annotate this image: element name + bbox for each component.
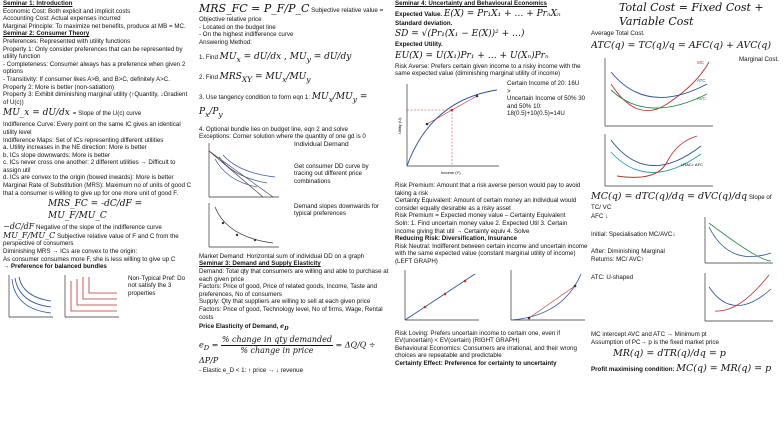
market-demand: Market Demand: Horizontal sum of individual DD on a graph	[199, 252, 365, 260]
dd-slope-note: Demand slopes downwards for typical preferences	[294, 202, 379, 218]
mc-note: Slope of TC/ VC	[591, 193, 772, 211]
risk-example	[507, 80, 587, 118]
avc-curve-label: AVC	[697, 95, 706, 101]
cost-curve-graph-1-block	[591, 54, 781, 132]
total-cost-equation: Total Cost = Fixed Cost + Variable Cost	[619, 1, 764, 28]
sd-row	[395, 20, 588, 28]
completeness-line: - Completeness: Consumer always has a preference when given 2 options	[3, 60, 186, 76]
muf-muc: MU_F/MU_C	[3, 230, 56, 240]
step-1-equation: $MU_x = dU/dx$ , $MU_y = dU/dy$	[219, 52, 352, 65]
mrs-price-note: Subjective relative value = Objective relative price	[199, 7, 384, 23]
ic-definition: Indifference Curve: Every point on the same IC gives an identical utility level	[3, 121, 181, 136]
risk-loving-graph	[503, 268, 587, 328]
mc-curve-label: MC	[697, 59, 704, 65]
risk-neutral-graph	[397, 268, 481, 328]
profit-max-label: Profit maximising condition:	[591, 366, 675, 374]
seminar-1-heading: Seminar 1: Introduction	[3, 0, 73, 7]
mu-equation-text: MU_x = dU/dx	[3, 108, 70, 119]
eu-equation: EU(X) = U(X₁)Pr₁ + … + U(Xₙ)Prₙ	[395, 50, 549, 61]
marginal-cost-label: Marginal Cost.	[739, 55, 779, 63]
ic-prop-b: b. ICs slope downwards: More is better	[3, 151, 110, 159]
behavioural-econ: Behavioural Economics: Consumers are irrational, and their wrong choices are repeatable and predictable	[395, 344, 577, 360]
individual-demand-block	[199, 141, 390, 253]
ic-prop-c: c. ICs never cross one another: 2 different utilities → Difficult to assign util	[3, 159, 176, 174]
example-greater: >	[507, 87, 511, 95]
ic-maps: Indifference Maps: Set of ICs representing different utilities	[3, 136, 164, 144]
seminar-2-heading: Seminar 2: Consumer Theory	[3, 30, 90, 38]
answering-method: Answering Method:	[199, 38, 252, 46]
risk-averse-utility-graph	[397, 80, 503, 178]
after-note: After: Diminishing Marginal Returns: MC/ AVC↑	[591, 248, 665, 263]
reducing-risk: Reducing Risk: Diversification, Insurance	[395, 235, 518, 243]
seminar-3-heading: Seminar 3: Demand and Supply Elasticity	[199, 260, 321, 268]
non-typical-preferences-graph	[61, 273, 123, 319]
cost-curves-graph-1	[597, 54, 717, 132]
step-2-label: 2. Find	[199, 74, 218, 82]
balanced-bundles: → Preference for balanced bundles	[3, 263, 107, 271]
ped-label: Price Elasticity of Demand,	[199, 323, 279, 331]
ped-symbol: $e_D$	[280, 323, 289, 333]
transitivity-line: - Transitivity: If consumer likes A>B, and B>C, definitely A>C.	[3, 75, 170, 83]
diminishing-mrs: Diminishing MRS → ICs are convex to the origin:	[3, 248, 138, 256]
method-step-3	[199, 91, 390, 121]
cost-curve-graph-2-block	[591, 132, 781, 190]
preferences-line: Preferences: Represented with utility functions	[3, 37, 131, 45]
property-1-line: Property 1: Only consider preferences that can be represented by utility function	[3, 45, 183, 61]
expected-value-row	[395, 8, 588, 20]
sd-equation: SD = √(Pr₁(X₁ − E(X))² + …)	[395, 29, 525, 40]
property-3-line: Property 3: Exhibit diminishing marginal utility (↑Quantity, ↓Gradient of U(c))	[3, 91, 188, 106]
marginal-principle-line: Marginal Principle: To maximize net benefits, produce at MB = MC.	[3, 22, 186, 30]
step-2-equation: $MRS_{XY} = MU_x/MU_y$	[219, 72, 311, 84]
cost-notes-block	[591, 213, 781, 331]
method-step-2	[199, 71, 390, 86]
mrs-price-row	[199, 2, 390, 24]
afc-note: AFC ↓	[591, 213, 609, 221]
mrs-equation: MRS_FC = -dC/dF = MU_F/MU_C	[48, 199, 143, 222]
step-3-label: 3. Use tangency condition to form eqn 1:	[199, 93, 311, 101]
certainty-equivalent-def: Certainty Equivalent: Amount of certain money an individual would consider equally desirable as a risky asset	[395, 197, 577, 212]
supply-definition: Supply: Qty that suppliers are willing to sell at each given price	[199, 298, 371, 306]
mc-equation: MC(q) = dTC(q)/dq = dVC(q)/dq	[591, 190, 748, 202]
seminar-4-heading: Seminar 4: Uncertainty and Behavioural Economics	[395, 0, 547, 7]
exceptions-line: Exceptions: Corner solution where the quantity of one gd is 0	[199, 133, 366, 141]
lrac-label: LRAC= AFC	[681, 161, 703, 167]
ped-denominator: % change in price	[240, 345, 314, 355]
risk-premium-def: Risk Premium: Amount that a risk averse person would pay to avoid taking a risk	[395, 181, 581, 197]
economic-cost-line: Economic Cost: Both explicit and implicit costs	[3, 7, 131, 15]
risk-premium-formula: Risk Premium = Expected money value – Certainty Equivalent	[395, 212, 566, 220]
example-certain: Certain Income of 20: 16U	[507, 79, 580, 87]
risk-loving-def: Risk Loving: Prefers uncertain income to certain one, even if EV(uncertain) < EV(certain) (RIGHT GRAPH)	[395, 329, 561, 345]
mc-equation-row	[591, 190, 781, 212]
risk-averse-def: Risk Averse: Prefers certain given income to a risky income with the same expected value (diminishing marginal utility of income)	[395, 62, 581, 78]
atc-u-note: ATC: U-shaped	[591, 273, 634, 281]
column-4	[591, 0, 781, 441]
property-2-line: Property 2: More is better (non-satiation)	[3, 83, 115, 91]
atc-equation: ATC(q) = TC(q)/q = AFC(q) + AVC(q)	[591, 39, 772, 51]
initial-note: Initial: Specialisation MC/AVC↓	[591, 230, 676, 238]
mr-equation: MR(q) = dTR(q)/dq = p	[613, 348, 726, 360]
non-typical-note: Non-Typical Pref: Do not satisfy the 3 properties	[128, 274, 186, 297]
risk-averse-graph-block	[395, 78, 588, 182]
supply-factors: Factors: Price of good, Technology level, No of firms, Wage, Rental costs	[199, 305, 383, 321]
cost-curves-graph-3	[699, 213, 777, 325]
highest-ic-point: - On the highest indifference curve	[199, 31, 294, 39]
solution-steps: Soln: 1. Find uncertain money value 2. Expected Util 3. Certain income giving that util → Certainty equiv 4. Solve	[395, 219, 568, 235]
step-3-equation: $MU_x/MU_y = P_x/P_y$	[199, 91, 368, 119]
cost-curves-graph-2	[597, 132, 717, 190]
method-step-4: 4. Optional bundle lies on budget line, eqn 2 and solve	[199, 125, 348, 133]
certainty-effect: Certainty Effect: Preference for certainty to uncertainty	[395, 359, 557, 367]
cost-notes	[591, 213, 685, 281]
demand-factors: Factors: Price of good, Price of related goods, Income, Taste and preferences, No of consumers	[199, 283, 378, 298]
mrs-definition: Marginal Rate of Substitution (MRS): Maximum no of units of good C that a consumer is willing to give up for one more unit of good F.	[3, 182, 192, 197]
ic-prop-a: a. Utility increases in the NE direction: More is better	[3, 144, 147, 152]
eu-label: Expected Utility.	[395, 41, 443, 49]
ev-equation: E(X) = Pr₁X₁ + … + PrₙXₙ	[443, 8, 561, 19]
mrs-price-equation: MRS_FC = P_F/P_C	[199, 2, 310, 15]
elastic-note: - Elastic e_D < 1: ↑ price → ↓ revenue	[199, 366, 304, 374]
neg-slope-note: Negative of the slope of the indifference curve	[36, 224, 162, 232]
mu-note: = Slope of the U(c) curve	[72, 110, 142, 118]
individual-demand-title: Individual Demand	[294, 140, 349, 148]
subjective-row	[3, 232, 194, 248]
profit-max-row	[591, 362, 781, 376]
risk-neutral-def: Risk Neutral: Indifferent between certain income and uncertain income with the same expected value (constant marginal utility of income) (LEFT GRAPH)	[395, 242, 588, 265]
ev-label: Expected Value.	[395, 10, 443, 18]
accounting-cost-line: Accounting Cost: Actual expenses incurred	[3, 15, 121, 23]
indifference-curves-graph	[5, 273, 55, 319]
subjective-note: Subjective relative value of F and C from the perspective of consumers	[3, 232, 179, 248]
ped-numerator: % change in qty demanded	[221, 334, 332, 344]
income-axis-label: Income (Y)	[441, 169, 461, 175]
column-2	[199, 0, 390, 441]
ic-prop-d: d. ICs are convex to the origin (bowed inwards): More is better	[3, 174, 174, 182]
pc-assumption: Assumption of PC→ p is the fixed market price	[591, 338, 719, 346]
method-step-1	[199, 51, 390, 66]
dd-curve-note: Get consumer DD curve by tracing out different price combinations	[294, 162, 369, 185]
ped-heading	[199, 323, 390, 334]
atc-curve-label: ATC	[697, 77, 706, 83]
ped-equation: $e_D$ = $\frac{\text{\% change in qty demanded}}{\text{\% change in price}}$ = ΔQ/Q ÷ ΔP/P	[199, 334, 376, 365]
marginal-utility-equation	[3, 107, 194, 120]
budget-line-point: - Located on the budget line	[199, 23, 276, 31]
ic-graphs-row	[3, 271, 194, 321]
column-3	[395, 0, 588, 441]
sd-label: Standard deviation.	[395, 19, 453, 27]
diminishing-mrs-2: As consumer consumes more F, she is less willing to give up C	[3, 255, 176, 263]
atc-label: Average Total Cost.	[591, 30, 645, 37]
utility-axis-label: Utility (U)	[397, 117, 402, 134]
mc-intercept-note: MC intercept AVC and ATC → Minimum pt	[591, 331, 707, 339]
column-1	[3, 0, 194, 441]
price-consumption-graph	[203, 141, 283, 251]
demand-definition: Demand: Total qty that consumers are willing and able to purchase at each given price	[199, 267, 389, 283]
step-1-label: 1. Find	[199, 54, 218, 62]
risk-graphs-row	[395, 266, 588, 330]
example-uncertain: Uncertain Income of 50% 30 and 50% 10: 18(0.5)+10(0.5)=14U	[507, 95, 586, 118]
neg-dc-df: −dC/dF	[3, 222, 35, 232]
profit-max-equation: MC(q) = MR(q) = p	[676, 363, 772, 375]
ped-fraction	[221, 335, 333, 356]
